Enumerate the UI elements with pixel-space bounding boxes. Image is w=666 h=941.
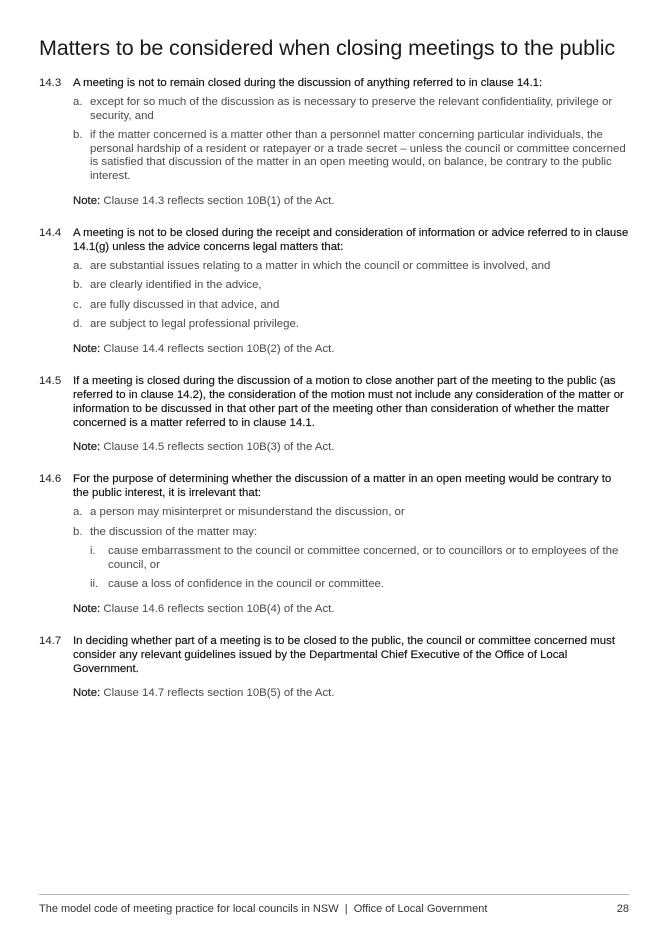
sub-list-item-label: ii. xyxy=(90,578,99,591)
sub-list-item-label: i. xyxy=(90,545,96,558)
clause-heading: If a meeting is closed during the discussion of a motion to close another part of the meeting to the public (as referred to in clause 14.2), the consideration of the motion must not include any consideration of the matter or information to be discussed in that other part of the meeting other than consideration of whether the matter concerned is a matter referred to in clause 14.1. xyxy=(73,374,624,429)
sub-list-item-text: cause a loss of confidence in the council or committee. xyxy=(108,578,385,591)
list-item xyxy=(73,506,629,520)
list-item-text: if the matter concerned is a matter other than a personnel matter concerning particular individuals, the personal hardship of a resident or ratepayer or a trade secret – unless the council or committee concerned is satisfied that discussion of the matter in an open meeting would, on balance, be contrary to the public interest. xyxy=(90,129,626,182)
list-item xyxy=(73,260,629,274)
page-number: 28 xyxy=(616,903,629,915)
clause-14-3 xyxy=(39,76,629,218)
note-text: Clause 14.7 reflects section 10B(5) of the Act. xyxy=(103,686,335,699)
list-item-label: a. xyxy=(73,259,83,272)
clause-number: 14.7 xyxy=(39,634,62,647)
footer-text xyxy=(39,902,487,916)
note-label: Note: xyxy=(73,440,101,453)
note-label: Note: xyxy=(73,602,101,615)
list-item-text: are clearly identified in the advice, xyxy=(90,279,262,292)
list-item-label: b. xyxy=(73,279,83,292)
clause-note xyxy=(73,342,629,356)
footer-org: Office of Local Government xyxy=(353,903,488,915)
list-item xyxy=(73,526,629,540)
clause-number: 14.6 xyxy=(39,472,62,485)
sub-list-item xyxy=(90,545,629,572)
list-item-label: a. xyxy=(73,505,83,518)
list-item-label: c. xyxy=(73,298,82,311)
clause-14-7 xyxy=(39,634,629,710)
list-item xyxy=(73,96,629,123)
clause-14-5 xyxy=(39,374,629,464)
clause-number: 14.3 xyxy=(39,77,62,89)
list-item xyxy=(73,299,629,313)
list-item-text: are fully discussed in that advice, and xyxy=(90,298,280,311)
note-text: Clause 14.5 reflects section 10B(3) of the Act. xyxy=(103,440,335,453)
footer-doc-title: The model code of meeting practice for local councils in NSW xyxy=(39,903,339,915)
list-item-label: b. xyxy=(73,129,83,142)
clause-14-6 xyxy=(39,472,629,626)
clause-note xyxy=(73,194,629,208)
page-footer xyxy=(39,894,629,916)
document-page xyxy=(39,34,629,718)
list-item-label: b. xyxy=(73,525,83,538)
list-item-text: are substantial issues relating to a matter in which the council or committee is involved, and xyxy=(90,259,551,272)
note-text: Clause 14.3 reflects section 10B(1) of the Act. xyxy=(103,194,335,207)
footer-separator: | xyxy=(344,903,348,915)
list-item xyxy=(73,129,629,183)
list-item-label: a. xyxy=(73,96,83,108)
clause-number: 14.4 xyxy=(39,226,62,239)
note-label: Note: xyxy=(73,194,101,207)
list-item-text: except for so much of the discussion as is necessary to preserve the relevant confidentiality, privilege or security, and xyxy=(90,96,613,122)
page-title: Matters to be considered when closing meetings to the public xyxy=(39,36,616,60)
clause-number: 14.5 xyxy=(39,374,62,387)
note-text: Clause 14.4 reflects section 10B(2) of the Act. xyxy=(103,342,335,355)
list-item-text: are subject to legal professional privilege. xyxy=(90,318,299,331)
list-item xyxy=(73,279,629,293)
clause-heading: For the purpose of determining whether the discussion of a matter in an open meeting would be contrary to the public interest, it is irrelevant that: xyxy=(73,472,612,499)
clause-heading: In deciding whether part of a meeting is to be closed to the public, the council or committee concerned must consider any relevant guidelines issued by the Departmental Chief Executive of the Office of Local Government. xyxy=(73,634,615,675)
sub-list xyxy=(90,545,629,592)
list-item-text: the discussion of the matter may: xyxy=(90,525,258,538)
list-item-label: d. xyxy=(73,318,83,331)
sub-list-item-text: cause embarrassment to the council or committee concerned, or to councillors or to employees of the council, or xyxy=(108,545,619,571)
note-text: Clause 14.6 reflects section 10B(4) of the Act. xyxy=(103,602,335,615)
clause-note xyxy=(73,686,629,700)
clause-14-4 xyxy=(39,226,629,366)
clause-heading: A meeting is not to remain closed during the discussion of anything referred to in clause 14.1: xyxy=(73,77,543,89)
clause-note xyxy=(73,440,629,454)
list-item-text: a person may misinterpret or misunderstand the discussion, or xyxy=(90,505,405,518)
clause-note xyxy=(73,602,629,616)
note-label: Note: xyxy=(73,342,101,355)
list-item xyxy=(73,318,629,332)
note-label: Note: xyxy=(73,686,101,699)
clause-heading: A meeting is not to be closed during the receipt and consideration of information or advice referred to in clause 14.1(g) unless the advice concerns legal matters that: xyxy=(73,226,629,253)
sub-list-item xyxy=(90,578,629,592)
